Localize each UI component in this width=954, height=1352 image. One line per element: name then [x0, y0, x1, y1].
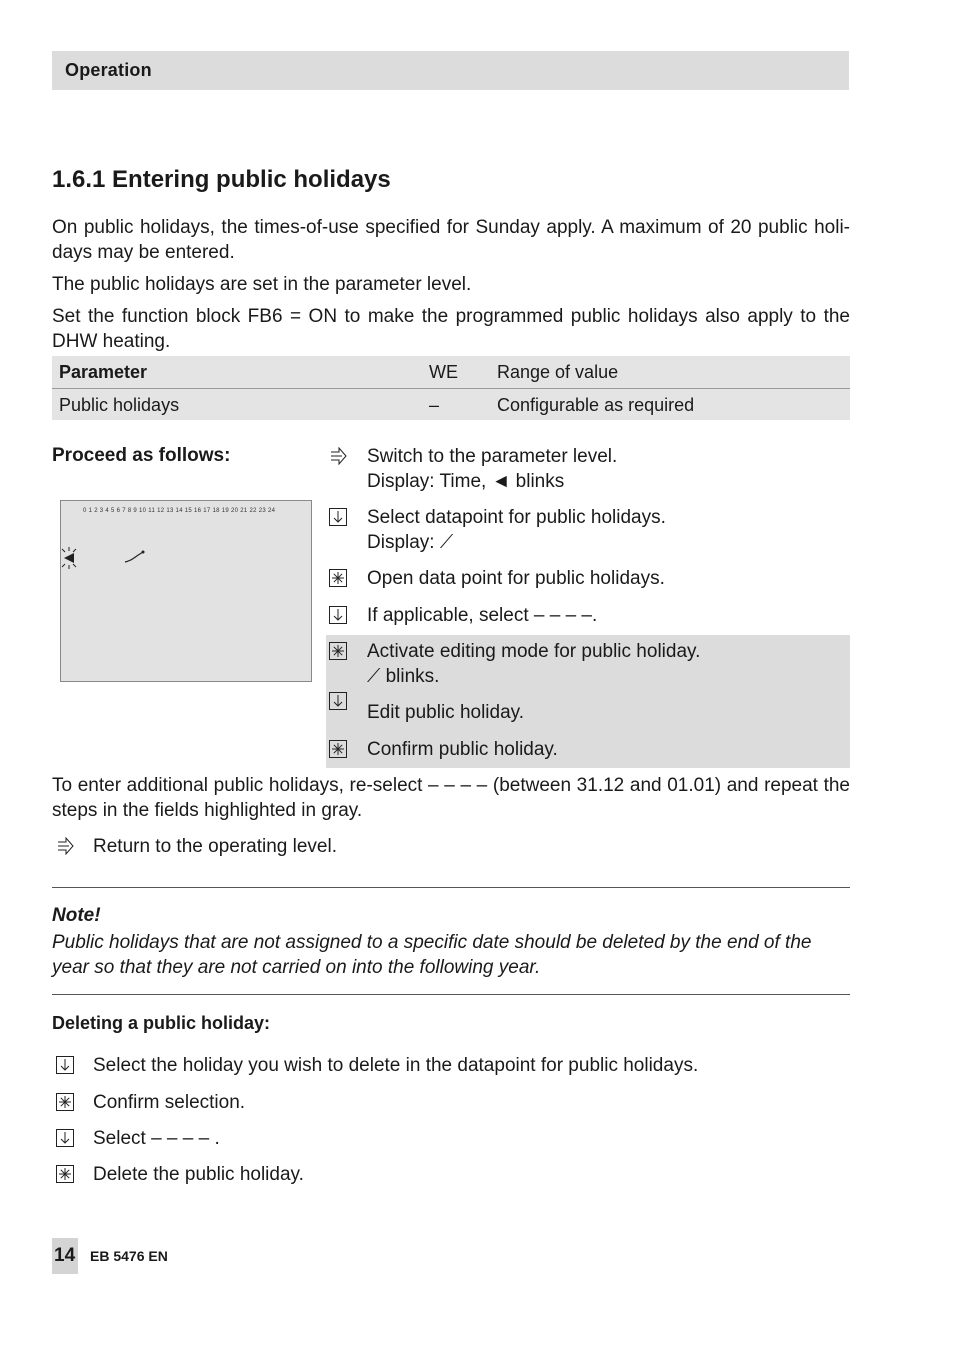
- step-2-line-2: Display: ⟋: [367, 532, 454, 553]
- down-arrow-box-icon: [56, 1056, 74, 1074]
- step-4-line-1: If applicable, select – – – –.: [367, 605, 598, 626]
- diamond-arrow-icon: [329, 447, 347, 465]
- table-header-we: WE: [429, 362, 458, 382]
- note-bottom-divider: [52, 994, 850, 995]
- note-title: Note!: [52, 905, 101, 926]
- section-title: 1.6.1 Entering public holidays: [52, 166, 391, 193]
- step-1-line-1: Switch to the parameter level.: [367, 446, 618, 467]
- document-code: EB 5476 EN: [90, 1248, 168, 1264]
- table-header-range: Range of value: [497, 362, 619, 382]
- step-7-line-1: Confirm public holiday.: [367, 739, 558, 760]
- down-arrow-box-icon: [329, 692, 347, 710]
- star-box-icon: [329, 569, 347, 587]
- page-number-box: [52, 1238, 78, 1274]
- star-box-icon: [56, 1165, 74, 1183]
- table-row: [52, 389, 850, 420]
- additional-holidays-text: To enter additional public holidays, re-select – – – – (between 31.12 and 01.01) and repeat the steps in the fields highlighted in gray.: [52, 775, 850, 821]
- star-box-icon: [329, 642, 347, 660]
- proceed-title: Proceed as follows:: [52, 445, 231, 466]
- table-cell-we: –: [429, 395, 440, 415]
- delete-step-2: Confirm selection.: [93, 1092, 246, 1113]
- table-header-parameter: Parameter: [59, 362, 148, 382]
- star-box-icon: [56, 1093, 74, 1111]
- table-header-row: [52, 356, 850, 389]
- step-5-line-2: ⟋ blinks.: [367, 666, 440, 687]
- page-number: 14: [54, 1245, 76, 1266]
- display-hour-scale: 0 1 2 3 4 5 6 7 8 9 10 11 12 13 14 15 16 17 18 19 20 21 22 23 24: [83, 508, 276, 514]
- table-cell-parameter: Public holidays: [59, 395, 180, 415]
- star-box-icon: [329, 740, 347, 758]
- down-arrow-box-icon: [329, 606, 347, 624]
- step-2-line-1: Select datapoint for public holidays.: [367, 507, 666, 528]
- step-1-line-2: Display: Time, ◄ blinks: [367, 471, 565, 492]
- holiday-symbol-icon: [124, 549, 146, 565]
- intro-paragraph-1: On public holidays, the times-of-use specified for Sunday apply. A maximum of 20 public holi-days may be entered.: [52, 217, 850, 263]
- note-text: Public holidays that are not assigned to a specific date should be deleted by the end of the year so that they are not carried on into the following year.: [52, 932, 812, 978]
- down-arrow-box-icon: [56, 1129, 74, 1147]
- step-6-line-1: Edit public holiday.: [367, 702, 525, 723]
- controller-display: [60, 500, 312, 682]
- diamond-arrow-icon: [56, 837, 74, 855]
- deleting-title: Deleting a public holiday:: [52, 1013, 271, 1033]
- step-3-line-1: Open data point for public holidays.: [367, 568, 665, 589]
- header-label: Operation: [65, 60, 152, 80]
- blinking-time-icon: [61, 547, 81, 569]
- intro-paragraph-3: Set the function block FB6 = ON to make the programmed public holidays also apply to the DHW heating.: [52, 306, 850, 352]
- header-bar: [52, 51, 849, 90]
- return-step-text: Return to the operating level.: [93, 836, 337, 857]
- step-5-line-1: Activate editing mode for public holiday.: [367, 641, 701, 662]
- delete-step-3: Select – – – – .: [93, 1128, 220, 1149]
- delete-step-1: Select the holiday you wish to delete in the datapoint for public holidays.: [93, 1055, 699, 1076]
- down-arrow-box-icon: [329, 508, 347, 526]
- parameter-table: [52, 356, 850, 420]
- table-cell-range: Configurable as required: [497, 395, 695, 415]
- delete-step-4: Delete the public holiday.: [93, 1164, 304, 1185]
- intro-paragraph-2: The public holidays are set in the parameter level.: [52, 274, 472, 295]
- note-top-divider: [52, 887, 850, 888]
